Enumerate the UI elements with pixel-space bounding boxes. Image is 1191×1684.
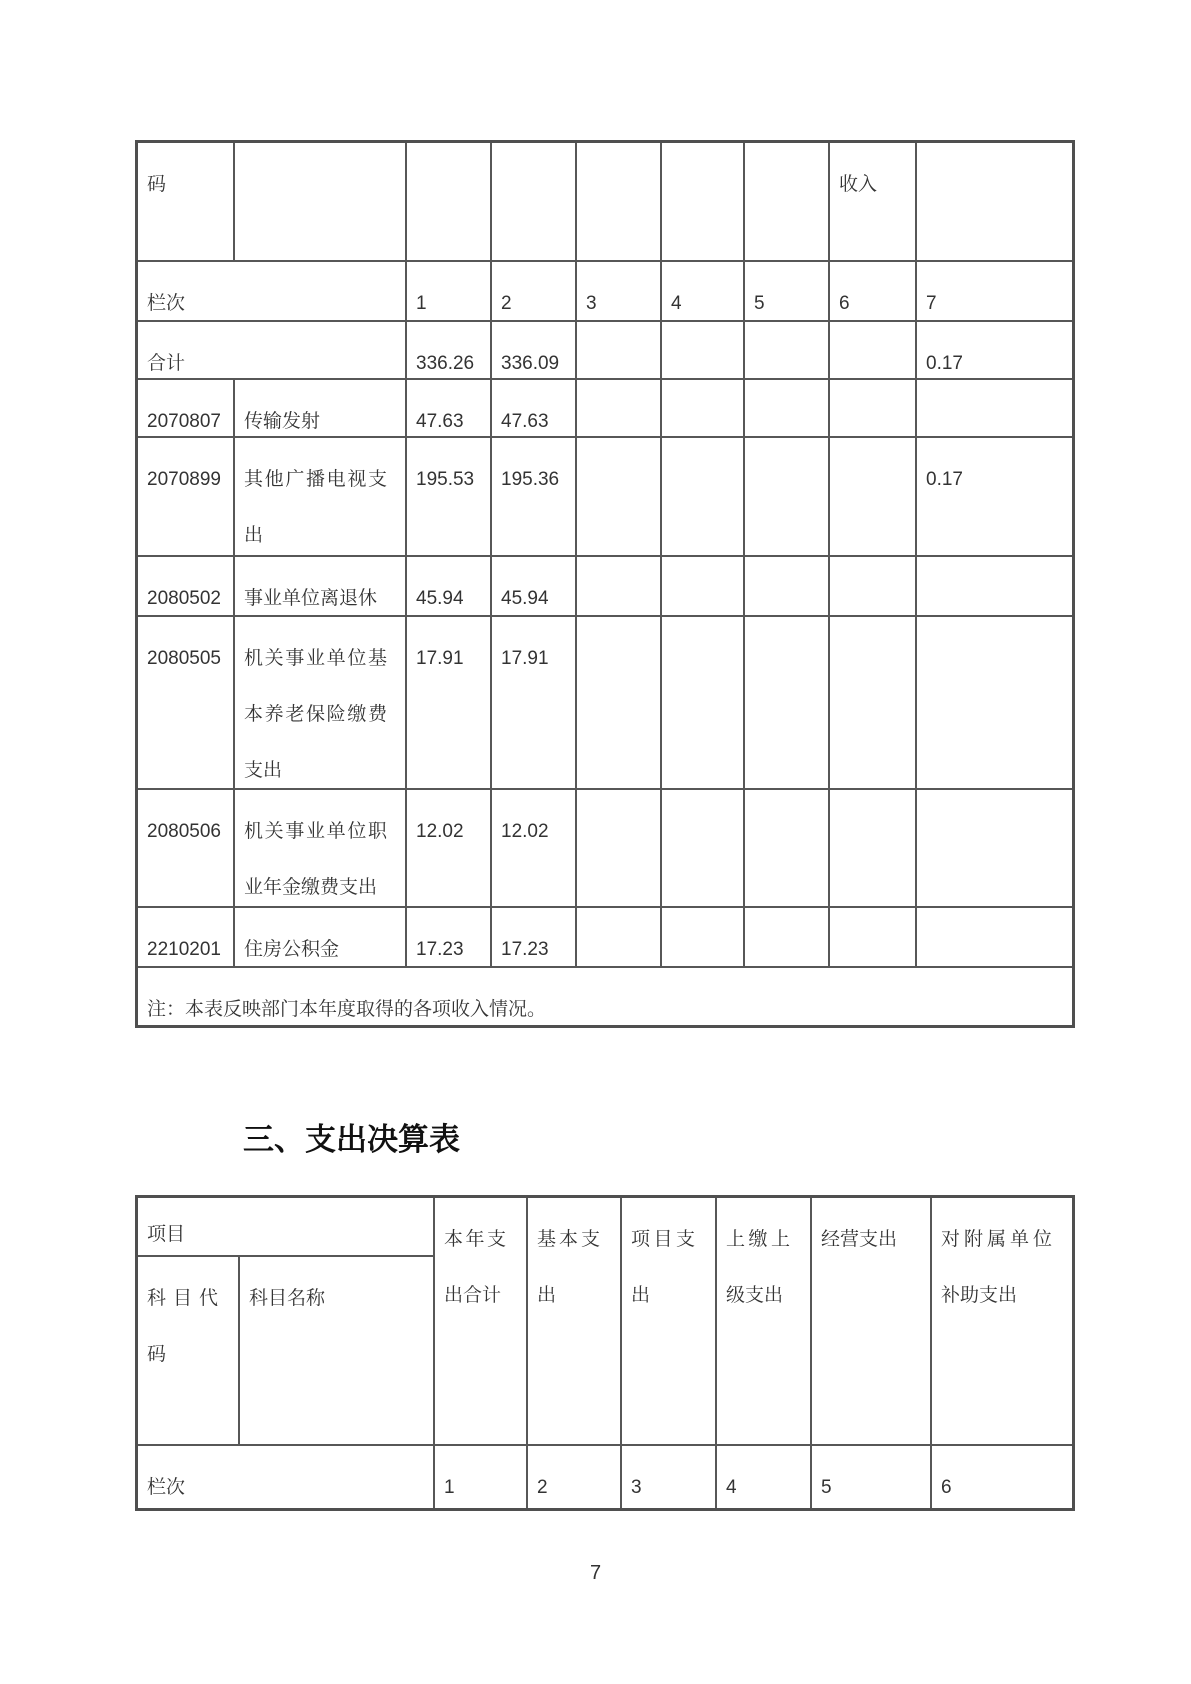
expense-lanci-number: 4 xyxy=(717,1446,812,1508)
income-total-value: 336.09 xyxy=(492,322,577,380)
expense-lanci-number: 3 xyxy=(622,1446,717,1508)
expense-header-col: 基本支出 xyxy=(528,1198,622,1446)
expense-lanci-number: 1 xyxy=(435,1446,528,1508)
income-row-empty xyxy=(662,380,745,438)
income-total-empty xyxy=(662,322,745,380)
income-total-value: 336.26 xyxy=(407,322,492,380)
income-row-empty xyxy=(830,438,917,557)
income-row-value: 195.36 xyxy=(492,438,577,557)
income-row-value: 17.23 xyxy=(492,908,577,968)
income-row-empty xyxy=(830,617,917,790)
income-header-empty-name-cell xyxy=(235,143,407,262)
income-row-code: 2070807 xyxy=(138,380,235,438)
income-total-empty xyxy=(830,322,917,380)
income-row-empty xyxy=(577,790,662,908)
section-title: 三、支出决算表 xyxy=(243,1122,460,1157)
expense-header-project: 项目 xyxy=(138,1198,435,1257)
income-lanci-number: 1 xyxy=(407,262,492,322)
income-row-name: 机关事业单位基本养老保险缴费支出 xyxy=(235,617,407,790)
income-total-label: 合计 xyxy=(138,322,407,380)
income-row-empty xyxy=(745,438,830,557)
income-row-empty xyxy=(662,438,745,557)
income-row-empty xyxy=(917,380,1072,438)
expense-header-subject-code: 科目代码 xyxy=(138,1257,240,1446)
expense-lanci-number: 5 xyxy=(812,1446,932,1508)
income-row-empty xyxy=(830,790,917,908)
income-row-empty xyxy=(745,380,830,438)
income-row-empty xyxy=(830,380,917,438)
income-row-empty xyxy=(577,557,662,617)
income-row-empty xyxy=(917,557,1072,617)
income-row-name: 其他广播电视支出 xyxy=(235,438,407,557)
income-total-empty xyxy=(577,322,662,380)
income-header-income-label: 收入 xyxy=(830,143,917,262)
expense-header-col: 本年支出合计 xyxy=(435,1198,528,1446)
income-header-empty-cell xyxy=(407,143,492,262)
expense-header-subject-name: 科目名称 xyxy=(240,1257,435,1446)
expense-lanci-label: 栏次 xyxy=(138,1446,435,1508)
income-total-value: 0.17 xyxy=(917,322,1072,380)
income-row-value: 195.53 xyxy=(407,438,492,557)
income-row-code: 2070899 xyxy=(138,438,235,557)
income-row-empty xyxy=(917,617,1072,790)
income-row-empty xyxy=(577,438,662,557)
income-row-name: 住房公积金 xyxy=(235,908,407,968)
income-header-empty-cell xyxy=(577,143,662,262)
income-header-empty-cell xyxy=(745,143,830,262)
income-row-name: 传输发射 xyxy=(235,380,407,438)
income-row-value: 47.63 xyxy=(407,380,492,438)
expense-header-col: 经营支出 xyxy=(812,1198,932,1446)
income-lanci-number: 7 xyxy=(917,262,1072,322)
income-row-empty xyxy=(745,908,830,968)
income-row-empty xyxy=(662,557,745,617)
income-header-empty-cell xyxy=(917,143,1072,262)
income-row-empty xyxy=(662,790,745,908)
income-lanci-number: 2 xyxy=(492,262,577,322)
income-row-empty xyxy=(577,908,662,968)
income-header-empty-cell xyxy=(662,143,745,262)
income-row-name: 机关事业单位职业年金缴费支出 xyxy=(235,790,407,908)
income-row-empty xyxy=(917,908,1072,968)
income-row-value: 17.91 xyxy=(492,617,577,790)
income-row-value: 17.91 xyxy=(407,617,492,790)
expense-table xyxy=(135,1195,1075,1511)
income-row-empty xyxy=(917,790,1072,908)
income-row-code: 2080505 xyxy=(138,617,235,790)
income-row-code: 2080502 xyxy=(138,557,235,617)
income-header-code-label: 码 xyxy=(138,143,235,262)
income-row-value: 47.63 xyxy=(492,380,577,438)
income-row-empty xyxy=(577,380,662,438)
income-row-value: 45.94 xyxy=(407,557,492,617)
income-row-value: 17.23 xyxy=(407,908,492,968)
income-lanci-number: 6 xyxy=(830,262,917,322)
income-total-empty xyxy=(745,322,830,380)
expense-lanci-number: 2 xyxy=(528,1446,622,1508)
page-number: 7 xyxy=(589,1562,602,1584)
income-row-empty xyxy=(662,908,745,968)
expense-header-col: 上缴上级支出 xyxy=(717,1198,812,1446)
income-row-code: 2210201 xyxy=(138,908,235,968)
income-lanci-number: 3 xyxy=(577,262,662,322)
income-header-empty-cell xyxy=(492,143,577,262)
income-row-empty xyxy=(830,557,917,617)
income-table xyxy=(135,140,1075,1028)
income-row-empty xyxy=(745,790,830,908)
income-row-empty xyxy=(662,617,745,790)
income-row-value: 45.94 xyxy=(492,557,577,617)
income-lanci-number: 5 xyxy=(745,262,830,322)
income-row-code: 2080506 xyxy=(138,790,235,908)
income-row-empty xyxy=(830,908,917,968)
income-row-name: 事业单位离退休 xyxy=(235,557,407,617)
income-lanci-number: 4 xyxy=(662,262,745,322)
income-lanci-label: 栏次 xyxy=(138,262,407,322)
income-row-value: 0.17 xyxy=(917,438,1072,557)
income-row-value: 12.02 xyxy=(407,790,492,908)
expense-lanci-number: 6 xyxy=(941,1477,952,1498)
income-row-empty xyxy=(745,617,830,790)
expense-header-col: 对附属单位补助支出 xyxy=(932,1198,1072,1446)
income-row-value: 12.02 xyxy=(492,790,577,908)
income-row-empty xyxy=(745,557,830,617)
expense-header-col: 项目支出 xyxy=(622,1198,717,1446)
income-table-note: 注：本表反映部门本年度取得的各项收入情况。 xyxy=(147,999,547,1020)
income-row-empty xyxy=(577,617,662,790)
